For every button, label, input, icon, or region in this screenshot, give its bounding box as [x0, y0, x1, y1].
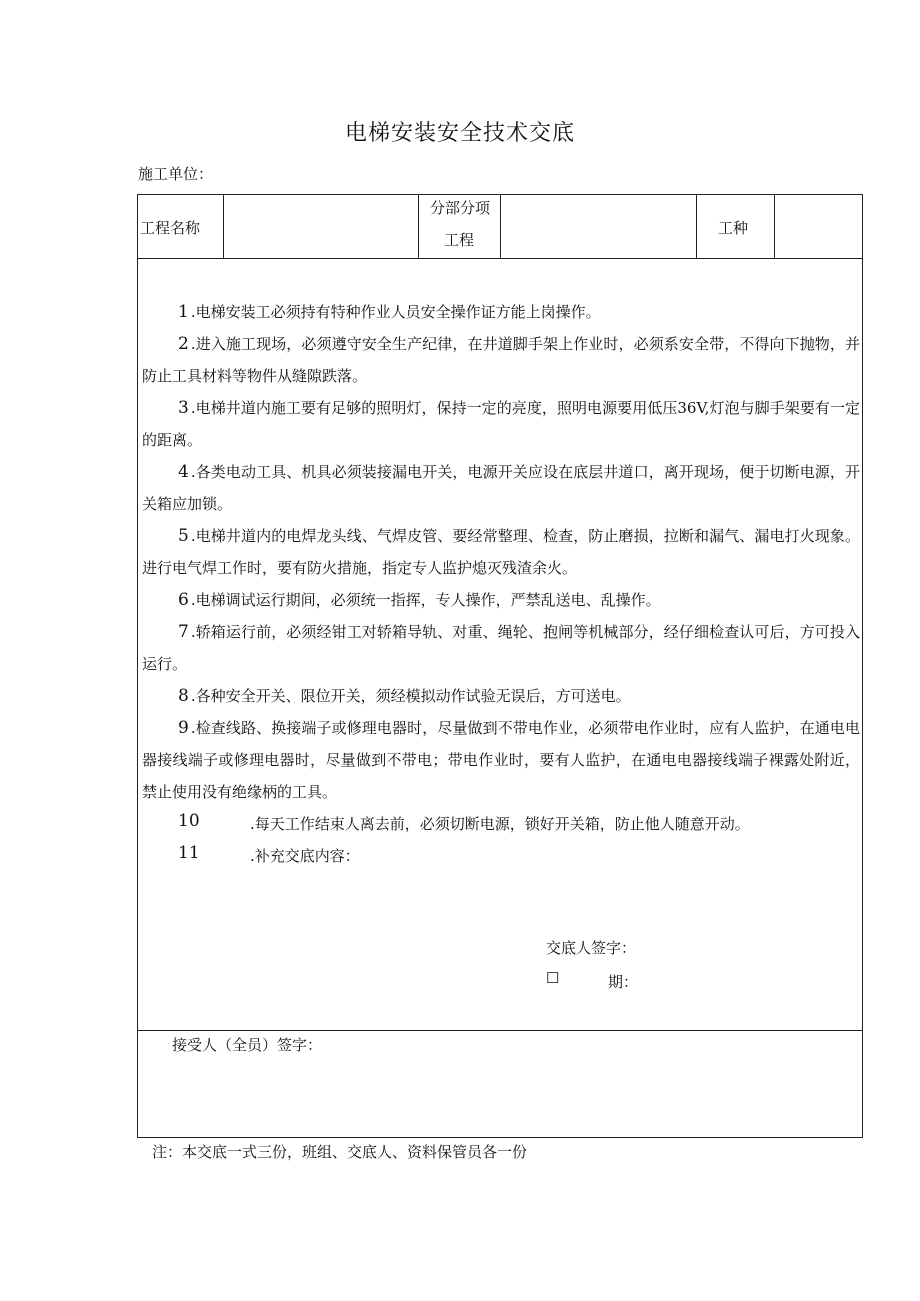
list-item [142, 296, 860, 328]
item-number: 5 [178, 526, 189, 546]
item-text: .电梯井道内施工要有足够的照明灯，保持一定的亮度，照明电源要用低压36V,灯泡与脚手架要有一定的距离。 [142, 399, 860, 449]
col-divider [696, 195, 697, 259]
item-number: 7 [178, 622, 189, 642]
list-item [142, 584, 860, 616]
trade-label: 工种 [718, 219, 749, 237]
item-number: 9 [178, 718, 189, 738]
item-number: 6 [178, 590, 189, 610]
col-divider [418, 195, 419, 259]
col-divider [774, 195, 775, 259]
item-text: .轿箱运行前，必须经钳工对轿箱导轨、对重、绳轮、抱闸等机械部分，经仔细检查认可后，方可投入运行。 [142, 623, 860, 673]
item-text: .各种安全开关、限位开关，须经模拟动作试验无误后，方可送电。 [190, 687, 631, 705]
date-label: 期： [608, 973, 639, 991]
item-number: 1 [178, 302, 189, 322]
item-text: .检查线路、换接端子或修理电器时，尽量做到不带电作业，必须带电作业时，应有人监护，在通电电器接线端子或修理电器时，尽量做到不带电；带电作业时，要有人监护，在通电电器接线端子裸露处附近，禁止使用没有绝缘柄的工具。 [142, 719, 860, 801]
list-item [142, 680, 860, 712]
list-item [142, 520, 860, 584]
item-number: 4 [178, 462, 189, 482]
item-text: .进入施工现场，必须遵守安全生产纪律，在井道脚手架上作业时，必须系安全带，不得向下抛物，并防止工具材料等物件从缝隙跌落。 [142, 335, 860, 385]
item-number: 2 [178, 334, 189, 354]
item-text: .每天工作结束人离去前，必须切断电源，锁好开关箱，防止他人随意开动。 [250, 815, 750, 833]
list-item [142, 616, 860, 680]
list-item [142, 328, 860, 392]
construction-unit-label: 施工单位： [138, 165, 214, 183]
discloser-signature-label: 交底人签字： [546, 939, 637, 957]
item-text: .电梯井道内的电焊龙头线、气焊皮管、要经常整理、检查，防止磨损，拉断和漏气、漏电打火现象。进行电气焊工作时，要有防火措施，指定专人监护熄灭残渣余火。 [142, 527, 860, 577]
list-item [142, 712, 860, 808]
item-text: .电梯调试运行期间，必须统一指挥，专人操作，严禁乱送电、乱操作。 [190, 591, 661, 609]
item-number: 3 [178, 398, 189, 418]
project-name-label: 工程名称 [140, 219, 201, 237]
item-number: 10 [178, 811, 200, 831]
list-item [142, 392, 860, 456]
col-divider [223, 195, 224, 259]
item-text: .各类电动工具、机具必须装接漏电开关，电源开关应设在底层井道口，离开现场，便于切断电源，开关箱应加锁。 [142, 463, 860, 513]
sub-project-label-2: 工程 [444, 231, 475, 249]
list-item [142, 456, 860, 520]
item-text: .电梯安装工必须持有特种作业人员安全操作证方能上岗操作。 [190, 303, 601, 321]
supplementary-content-label: .补充交底内容： [250, 847, 360, 865]
receiver-divider [138, 1030, 862, 1031]
disclosure-form [137, 194, 863, 1138]
date-checkbox[interactable]: ☐ [546, 969, 560, 987]
sub-project-label: 分部分项 [430, 199, 491, 217]
page-title: 电梯安装安全技术交底 [344, 121, 575, 146]
col-divider [500, 195, 501, 259]
item-number: 8 [178, 686, 189, 706]
receiver-signature-label: 接受人（全员）签字： [172, 1036, 323, 1054]
item-number: 11 [178, 843, 200, 863]
footnote: 注：本交底一式三份，班组、交底人、资料保管员各一份 [152, 1143, 528, 1161]
